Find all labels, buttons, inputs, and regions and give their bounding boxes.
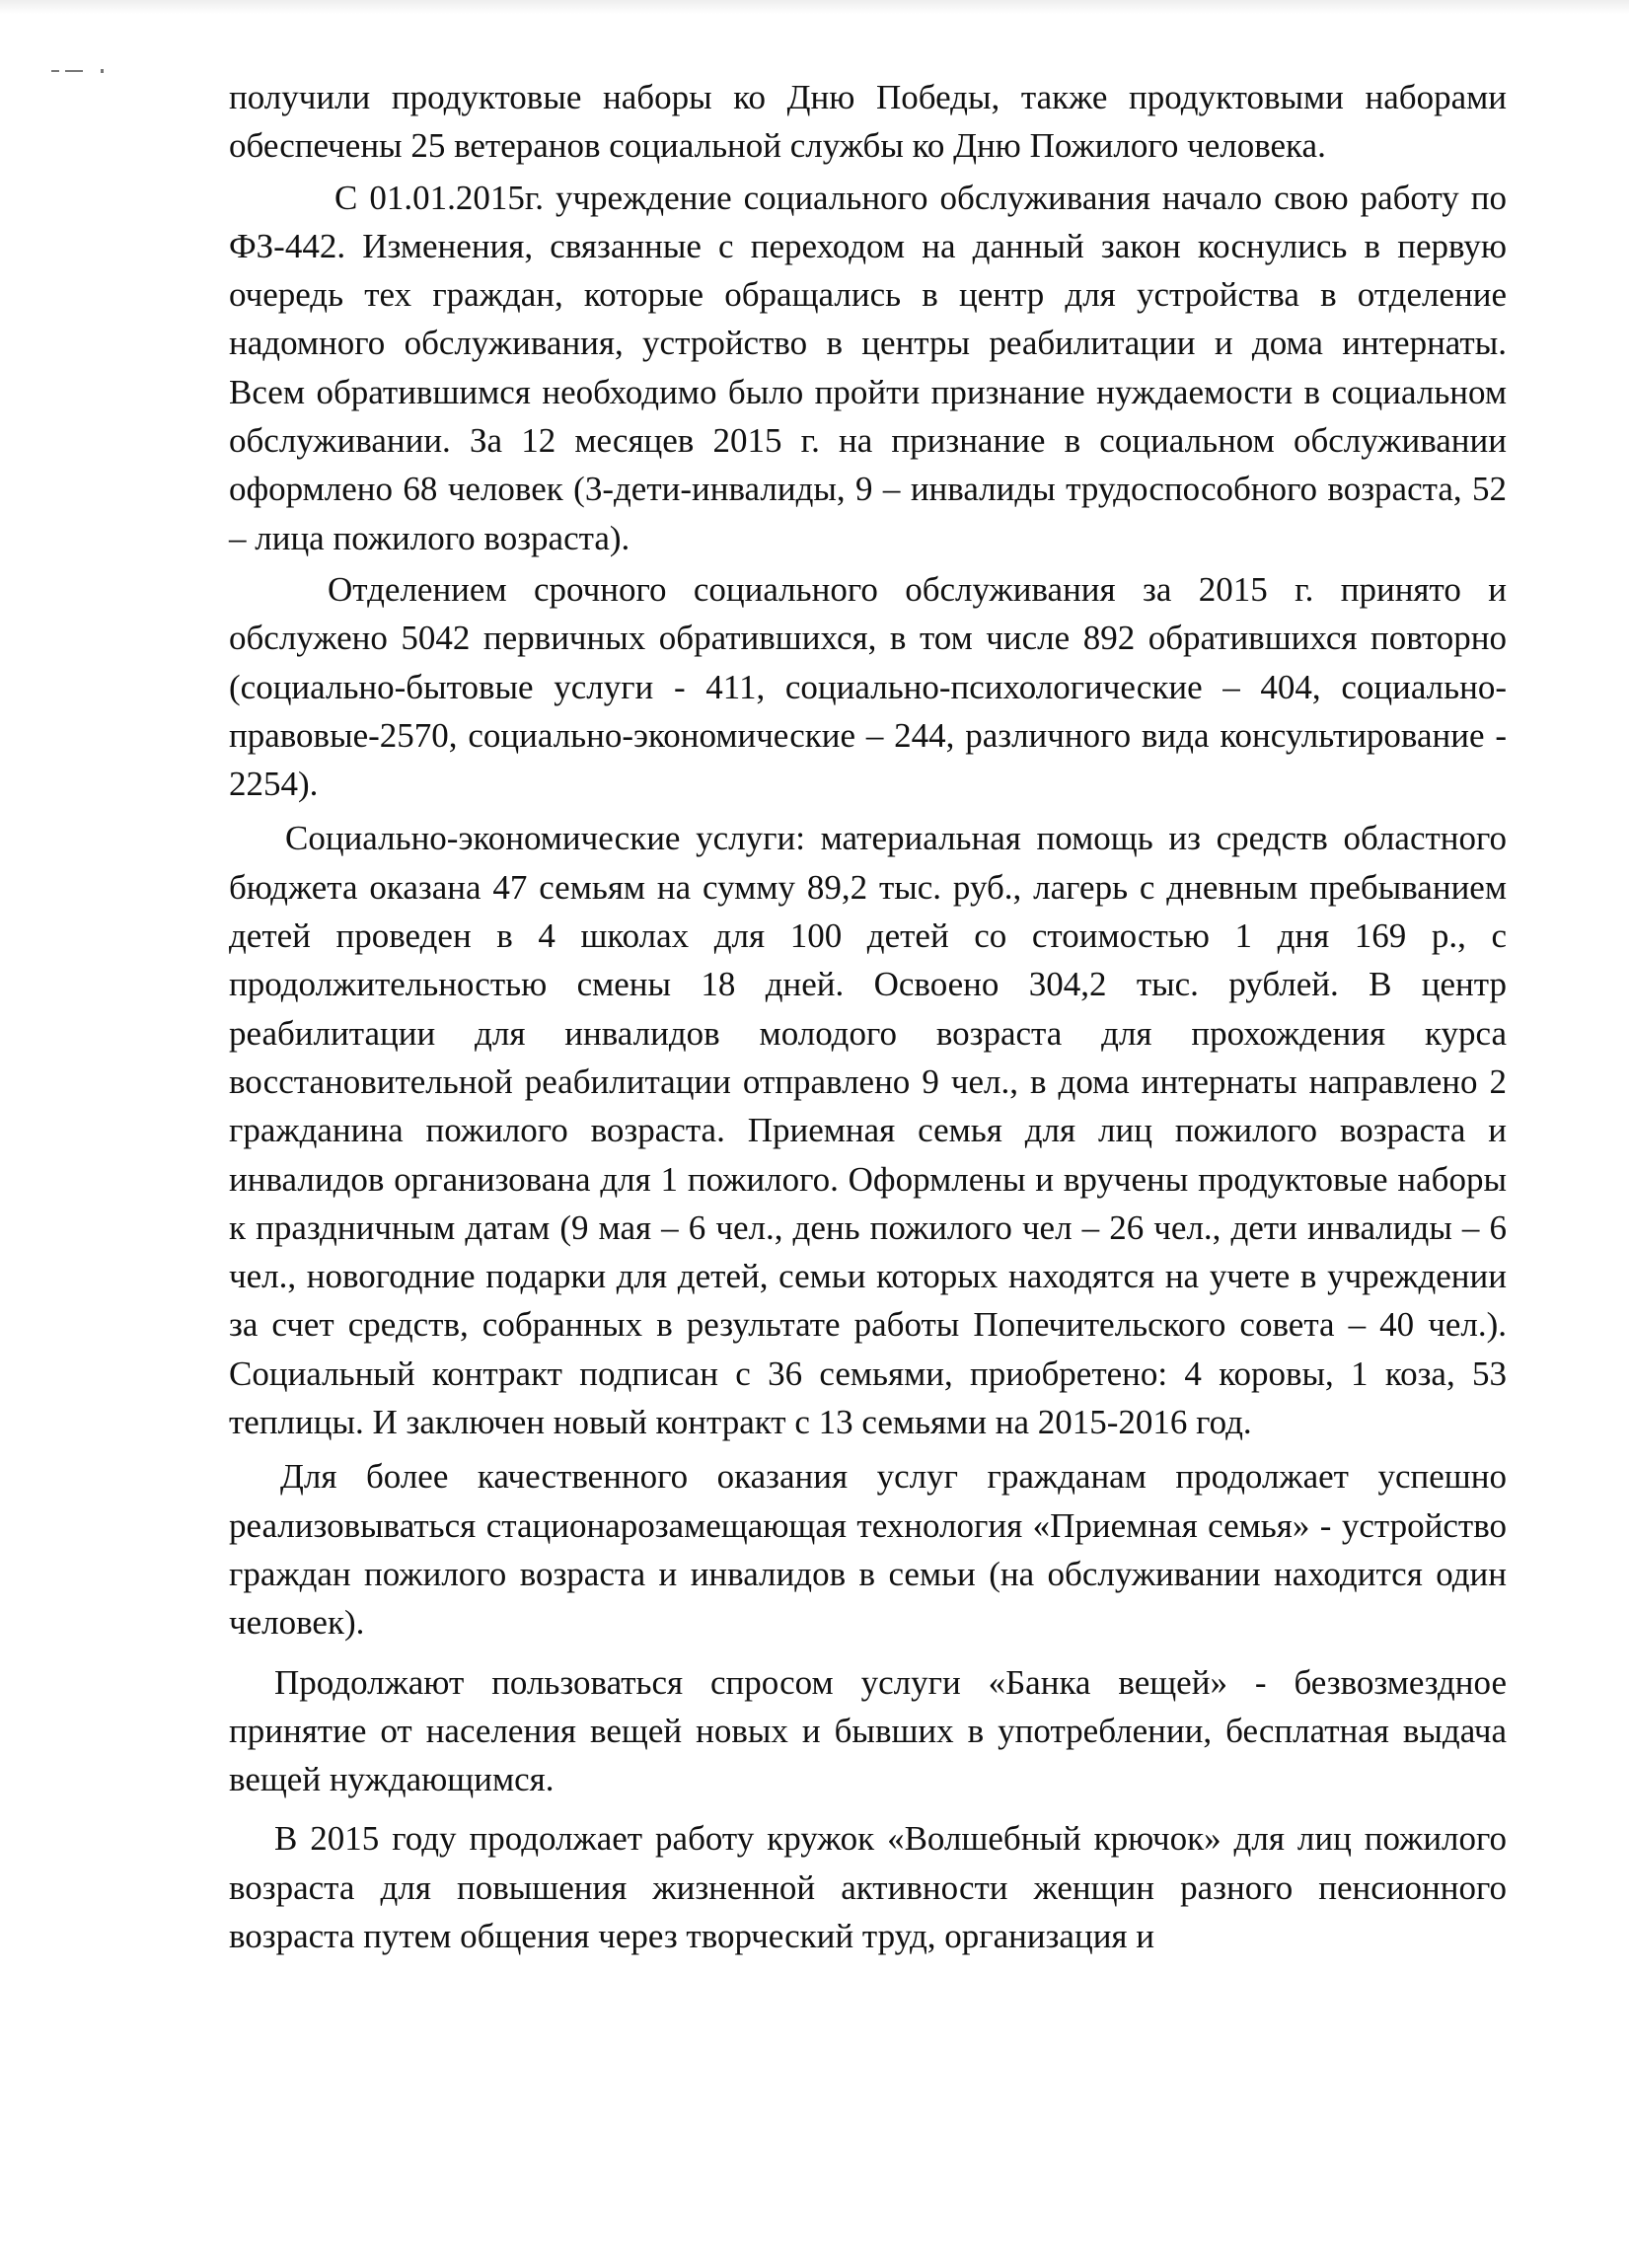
paragraph-socio-economic-services: Социально-экономические услуги: материальная помощь из средств областного бюджета оказана 47 семьям на сумму 89,2 тыс. руб., лагерь с дневным пребыванием детей проведен в 4 школах для 100 детей со стоимостью 1 дня 169 р., с продолжительностью смены 18 дней. Освоено 304,2 тыс. рублей. В центр реабилитации для инвалидов молодого возраста для прохождения курса восстановительной реабилитации отправлено 9 чел., в дома интернаты направлено 2 гражданина пожилого возраста. Приемная семья для лиц пожилого возраста и инвалидов организована для 1 пожилого. Оформлены и вручены продуктовые наборы к праздничным датам (9 мая – 6 чел., день пожилого чел – 26 чел., дети инвалиды – 6 чел., новогодние подарки для детей, семьи которых находятся на учете в учреждении за счет средств, собранных в результате работы Попечительского совета – 40 чел.). Социальный контракт подписан с 36 семьями, приобретено: 4 коровы, 1 коза, 53 теплицы. И заключен новый контракт с 13 семьями на 2015-2016 год.: [229, 819, 1507, 1442]
document-body: [229, 73, 1507, 1960]
scan-artifact-marks: [51, 69, 111, 73]
paragraph-urgent-service-department: Отделением срочного социального обслуживания за 2015 г. принято и обслужено 5042 первичных обратившихся, в том числе 892 обратившихся повторно (социально-бытовые услуги - 411, социально-психологические – 404, социально-правовые-2570, социально-экономические – 244, различного вида консультирование - 2254).: [229, 569, 1507, 804]
paragraph-foster-family-technology: Для более качественного оказания услуг гражданам продолжает успешно реализовываться стационарозамещающая технология «Приемная семья» - устройство граждан пожилого возраста и инвалидов в семьи (на обслуживании находится один человек).: [229, 1457, 1507, 1643]
paragraph-fz-442-transition: С 01.01.2015г. учреждение социального обслуживания начало свою работу по ФЗ-442. Изменения, связанные с переходом на данный закон коснулись в первую очередь тех граждан, которые обращались в центр для устройства в отделение надомного обслуживания, устройство в центры реабилитации и дома интернаты. Всем обратившимся необходимо было пройти признание нуждаемости в социальном обслуживании. За 12 месяцев 2015 г. на признание в социальном обслуживании оформлено 68 человек (3-дети-инвалиды, 9 – инвалиды трудоспособного возраста, 52 – лица пожилого возраста).: [229, 178, 1507, 557]
paragraph-victory-day-food-sets: получили продуктовые наборы ко Дню Победы, также продуктовыми наборами обеспечены 25 ветеранов социальной службы ко Дню Пожилого человека.: [229, 78, 1507, 166]
paragraph-things-bank: Продолжают пользоваться спросом услуги «Банка вещей» - безвозмездное принятие от населения вещей новых и бывших в употреблении, бесплатная выдача вещей нуждающимся.: [229, 1662, 1507, 1799]
paragraph-magic-hook-club: В 2015 году продолжает работу кружок «Волшебный крючок» для лиц пожилого возраста для повышения жизненной активности женщин разного пенсионного возраста путем общения через творческий труд, организация и: [229, 1819, 1507, 1955]
scan-top-edge: [0, 0, 1629, 14]
